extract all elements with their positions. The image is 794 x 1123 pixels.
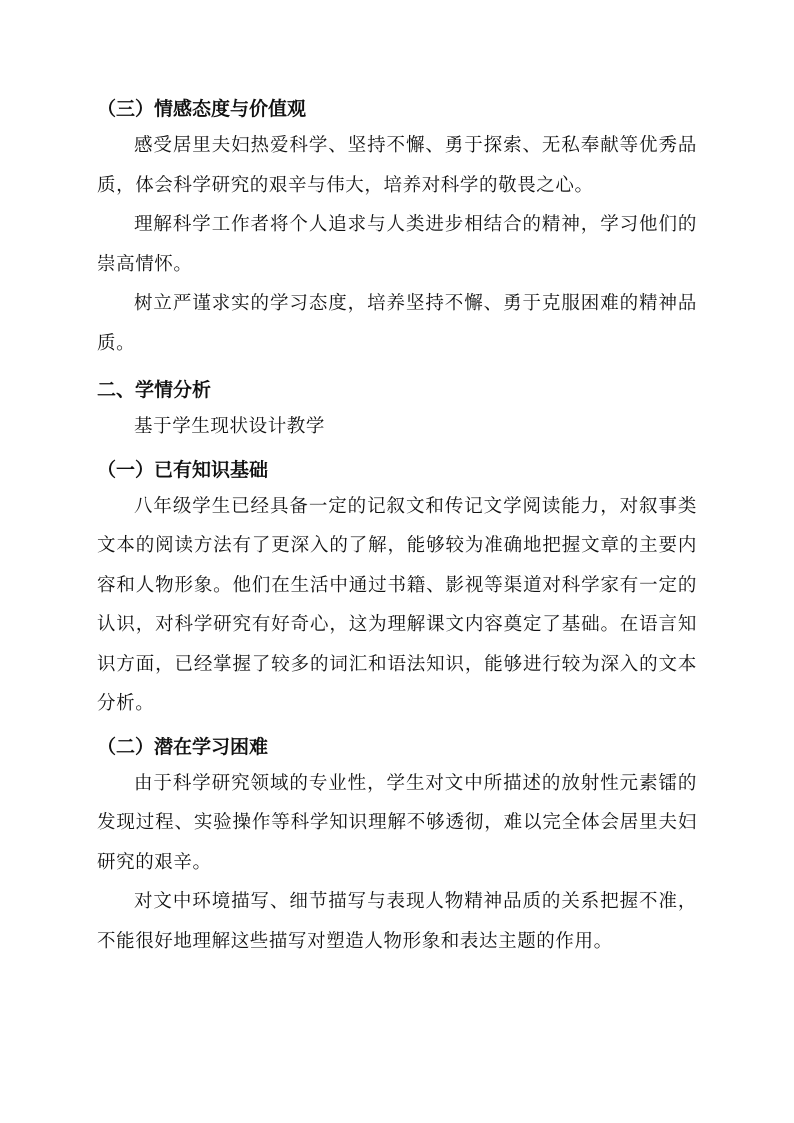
- paragraph-prior-knowledge: 八年级学生已经具备一定的记叙文和传记文学阅读能力，对叙事类文本的阅读方法有了更深入的了解，能够较为准确地把握文章的主要内容和人物形象。他们在生活中通过书籍、影视等渠道对科学家有一定的认识，对科学研究有好奇心，这为理解课文内容奠定了基础。在语言知识方面，已经掌握了较多的词汇和语法知识，能够进行较为深入的文本分析。: [97, 495, 697, 714]
- paragraph-emotion-3: 树立严谨求实的学习态度，培养坚持不懈、勇于克服困难的精神品质。: [97, 293, 697, 354]
- section-heading-difficulty: （二）潜在学习困难: [97, 735, 269, 758]
- paragraph-emotion-1: 感受居里夫妇热爱科学、坚持不懈、勇于探索、无私奉献等优秀品质，体会科学研究的艰辛与伟大，培养对科学的敬畏之心。: [97, 135, 697, 196]
- section-heading-analysis: 二、学情分析: [97, 379, 212, 401]
- document-page: [97, 92, 697, 961]
- paragraph-difficulty-2: 对文中环境描写、细节描写与表现人物精神品质的关系把握不准，不能很好地理解这些描写对塑造人物形象和表达主题的作用。: [97, 891, 697, 952]
- section-heading-emotion: （三）情感态度与价值观: [97, 98, 307, 120]
- paragraph-emotion-2: 理解科学工作者将个人追求与人类进步相结合的精神，学习他们的崇高情怀。: [97, 214, 697, 275]
- paragraph-analysis-intro: 基于学生现状设计教学: [134, 416, 326, 437]
- paragraph-difficulty-1: 由于科学研究领域的专业性，学生对文中所描述的放射性元素镭的发现过程、实验操作等科学知识理解不够透彻，难以完全体会居里夫妇研究的艰辛。: [97, 772, 697, 873]
- section-heading-prior-knowledge: （一）已有知识基础: [97, 458, 269, 481]
